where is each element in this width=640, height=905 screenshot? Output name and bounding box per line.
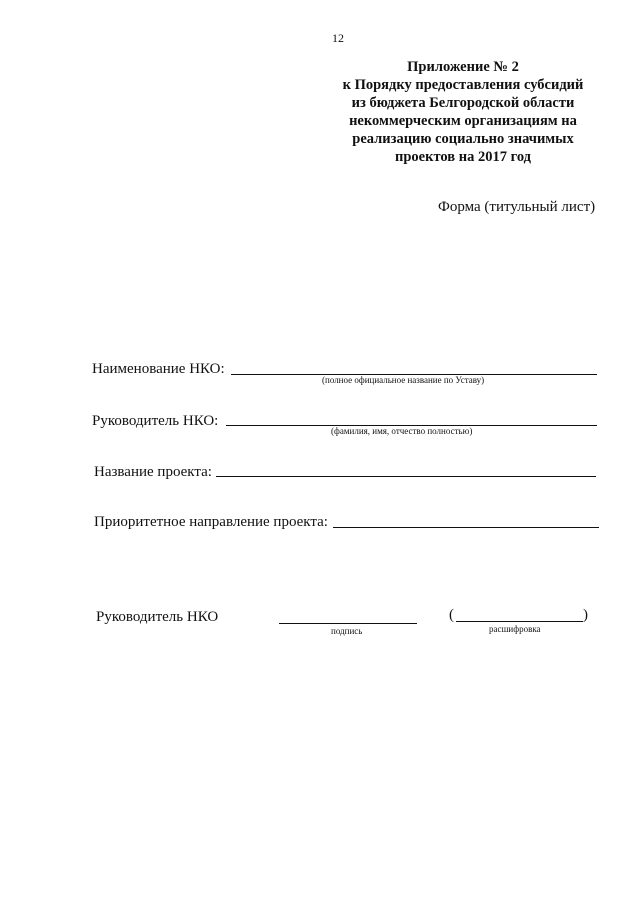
- signature-hint: подпись: [331, 626, 363, 636]
- transcript-hint: расшифровка: [489, 624, 541, 634]
- transcript-open-paren: (: [449, 607, 454, 623]
- annex-title: Приложение № 2: [407, 59, 519, 75]
- priority-direction-label: Приоритетное направление проекта:: [94, 514, 328, 530]
- form-type-label: Форма (титульный лист): [438, 199, 596, 215]
- head-label: Руководитель НКО:: [92, 413, 219, 429]
- annex-line: реализацию социально значимых: [352, 131, 574, 147]
- org-name-label: Наименование НКО:: [92, 361, 225, 377]
- transcript-field[interactable]: [456, 621, 583, 622]
- priority-direction-field[interactable]: [333, 527, 599, 528]
- signature-label: Руководитель НКО: [96, 609, 219, 625]
- project-title-field[interactable]: [216, 476, 596, 477]
- project-title-label: Название проекта:: [94, 464, 212, 480]
- annex-line: к Порядку предоставления субсидий: [342, 77, 584, 93]
- head-hint: (фамилия, имя, отчество полностью): [331, 426, 473, 436]
- annex-line: проектов на 2017 год: [395, 149, 531, 165]
- annex-header: [318, 58, 608, 166]
- annex-line: некоммерческим организациям на: [349, 113, 577, 129]
- signature-field[interactable]: [279, 623, 417, 624]
- annex-line: из бюджета Белгородской области: [351, 95, 575, 111]
- page-number: 12: [332, 31, 344, 45]
- transcript-close-paren: ): [583, 607, 588, 623]
- org-name-hint: (полное официальное название по Уставу): [322, 375, 485, 385]
